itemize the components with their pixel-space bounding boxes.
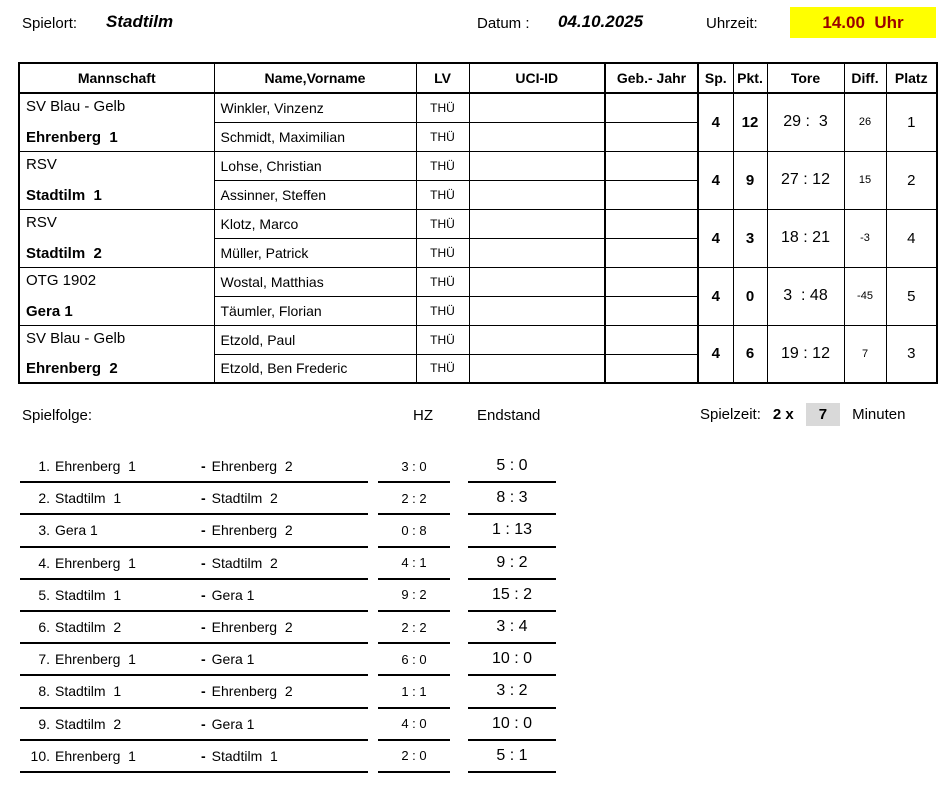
game-pairing [20, 580, 368, 612]
uhrzeit-highlight [790, 7, 936, 38]
away-team: Stadtilm 2 [211, 490, 278, 507]
hz-score: 0 : 8 [378, 515, 450, 547]
home-team: Ehrenberg 1 [55, 651, 136, 668]
home-team: Stadtilm 1 [55, 683, 122, 700]
sp-value: 4 [698, 151, 733, 209]
game-row [20, 515, 556, 547]
rider-lv: THÜ [416, 151, 469, 180]
team-name: Ehrenberg 1 [26, 128, 118, 146]
col-name-vorname: Name,Vorname [214, 63, 416, 93]
pkt-value: 9 [733, 151, 767, 209]
rider-name: Müller, Patrick [214, 238, 416, 267]
away-team: Stadtilm 2 [211, 554, 278, 571]
col-uci-id: UCI-ID [469, 63, 605, 93]
tore-value: 29 : 3 [767, 93, 844, 151]
rider-name: Lohse, Christian [214, 151, 416, 180]
endstand-score: 15 : 2 [468, 580, 556, 612]
team-row [19, 151, 937, 180]
spielort-label: Spielort: [22, 15, 78, 32]
game-pairing [20, 741, 368, 773]
geb-jahr-cell [605, 93, 698, 122]
away-team: Gera 1 [211, 586, 255, 603]
rider-lv: THÜ [416, 296, 469, 325]
game-row [20, 741, 556, 773]
hz-score: 2 : 0 [378, 741, 450, 773]
game-pairing [20, 483, 368, 515]
col-lv: LV [416, 63, 469, 93]
spielort-value: Stadtilm [106, 12, 174, 31]
platz-value: 5 [886, 267, 937, 325]
col-platz: Platz [886, 63, 937, 93]
geb-jahr-cell [605, 180, 698, 209]
endstand-score: 5 : 1 [468, 741, 556, 773]
uci-id-cell [469, 354, 605, 383]
hz-score: 4 : 1 [378, 548, 450, 580]
endstand-label: Endstand [477, 407, 541, 424]
col-geb-jahr: Geb.- Jahr [605, 63, 698, 93]
team-row [19, 93, 937, 122]
team-cell [19, 267, 214, 325]
endstand-score: 8 : 3 [468, 483, 556, 515]
vs-dash: - [201, 715, 206, 732]
uhrzeit-label: Uhrzeit: [706, 15, 758, 32]
geb-jahr-cell [605, 354, 698, 383]
game-row [20, 451, 556, 483]
col-sp: Sp. [698, 63, 733, 93]
home-team: Stadtilm 1 [55, 586, 122, 603]
game-pairing [20, 515, 368, 547]
rider-name: Schmidt, Maximilian [214, 122, 416, 151]
geb-jahr-cell [605, 296, 698, 325]
away-team: Ehrenberg 2 [211, 683, 293, 700]
diff-value: 26 [844, 93, 886, 151]
spielzeit-minutes-value: 7 [806, 403, 840, 426]
hz-score: 6 : 0 [378, 644, 450, 676]
game-number: 5. [38, 586, 50, 603]
game-number: 10. [30, 747, 50, 764]
uci-id-cell [469, 325, 605, 354]
endstand-score: 10 : 0 [468, 709, 556, 741]
rider-lv: THÜ [416, 354, 469, 383]
home-team: Stadtilm 2 [55, 715, 122, 732]
team-name: Stadtilm 1 [26, 186, 102, 204]
game-row [20, 644, 556, 676]
uhrzeit-value: 14.00 Uhr [822, 12, 904, 32]
endstand-score: 1 : 13 [468, 515, 556, 547]
game-number: 7. [38, 651, 50, 668]
rider-name: Wostal, Matthias [214, 267, 416, 296]
club-name: SV Blau - Gelb [26, 98, 126, 115]
rider-name: Etzold, Ben Frederic [214, 354, 416, 383]
team-name: Stadtilm 2 [26, 244, 102, 262]
game-row [20, 483, 556, 515]
diff-value: -45 [844, 267, 886, 325]
away-team: Ehrenberg 2 [211, 522, 293, 539]
hz-score: 1 : 1 [378, 676, 450, 708]
geb-jahr-cell [605, 325, 698, 354]
away-team: Stadtilm 1 [211, 747, 278, 764]
datum-value: 04.10.2025 [558, 12, 644, 31]
standings-header-row [19, 63, 937, 93]
game-number: 2. [38, 490, 50, 507]
platz-value: 2 [886, 151, 937, 209]
rider-name: Assinner, Steffen [214, 180, 416, 209]
game-row [20, 676, 556, 708]
rider-lv: THÜ [416, 325, 469, 354]
platz-value: 3 [886, 325, 937, 383]
rider-name: Klotz, Marco [214, 209, 416, 238]
club-name: SV Blau - Gelb [26, 329, 126, 347]
home-team: Ehrenberg 1 [55, 747, 136, 764]
geb-jahr-cell [605, 267, 698, 296]
spielzeit-unit: Minuten [852, 406, 906, 423]
game-pairing [20, 548, 368, 580]
geb-jahr-cell [605, 209, 698, 238]
team-cell [19, 93, 214, 151]
pkt-value: 6 [733, 325, 767, 383]
hz-score: 2 : 2 [378, 612, 450, 644]
rider-name: Täumler, Florian [214, 296, 416, 325]
uci-id-cell [469, 122, 605, 151]
vs-dash: - [201, 586, 206, 603]
team-row [19, 325, 937, 354]
team-name: Ehrenberg 2 [26, 360, 118, 377]
rider-name: Etzold, Paul [214, 325, 416, 354]
spielzeit-label: Spielzeit: [700, 406, 761, 423]
spielfolge-label: Spielfolge: [22, 407, 93, 424]
spielzeit-multiplier: 2 x [772, 406, 794, 423]
game-row [20, 612, 556, 644]
away-team: Gera 1 [211, 651, 255, 668]
club-name: RSV [26, 155, 57, 173]
hz-score: 3 : 0 [378, 451, 450, 483]
game-number: 1. [38, 458, 50, 475]
vs-dash: - [201, 619, 206, 636]
tore-value: 3 : 48 [767, 267, 844, 325]
geb-jahr-cell [605, 122, 698, 151]
game-number: 4. [38, 554, 50, 571]
sp-value: 4 [698, 267, 733, 325]
uci-id-cell [469, 238, 605, 267]
col-mannschaft: Mannschaft [19, 63, 214, 93]
vs-dash: - [201, 522, 206, 539]
rider-lv: THÜ [416, 93, 469, 122]
rider-lv: THÜ [416, 122, 469, 151]
endstand-score: 10 : 0 [468, 644, 556, 676]
away-team: Ehrenberg 2 [211, 458, 293, 475]
vs-dash: - [201, 458, 206, 475]
game-row [20, 580, 556, 612]
rider-lv: THÜ [416, 209, 469, 238]
team-row [19, 209, 937, 238]
tore-value: 27 : 12 [767, 151, 844, 209]
pkt-value: 12 [733, 93, 767, 151]
team-cell [19, 151, 214, 209]
tore-value: 19 : 12 [767, 325, 844, 383]
home-team: Stadtilm 1 [55, 490, 122, 507]
game-list [20, 451, 556, 773]
rider-name: Winkler, Vinzenz [214, 93, 416, 122]
away-team: Ehrenberg 2 [211, 619, 293, 636]
game-pairing [20, 644, 368, 676]
game-row [20, 709, 556, 741]
club-name: OTG 1902 [26, 271, 97, 289]
team-cell [19, 209, 214, 267]
vs-dash: - [201, 683, 206, 700]
endstand-score: 5 : 0 [468, 451, 556, 483]
team-cell [19, 325, 214, 383]
uci-id-cell [469, 93, 605, 122]
hz-score: 2 : 2 [378, 483, 450, 515]
endstand-score: 9 : 2 [468, 548, 556, 580]
col-tore: Tore [767, 63, 844, 93]
tore-value: 18 : 21 [767, 209, 844, 267]
standings-table [18, 62, 938, 384]
vs-dash: - [201, 490, 206, 507]
sp-value: 4 [698, 325, 733, 383]
col-diff: Diff. [844, 63, 886, 93]
uci-id-cell [469, 180, 605, 209]
platz-value: 4 [886, 209, 937, 267]
team-name: Gera 1 [26, 302, 73, 320]
game-number: 9. [38, 715, 50, 732]
endstand-score: 3 : 4 [468, 612, 556, 644]
rider-lv: THÜ [416, 180, 469, 209]
club-name: RSV [26, 213, 57, 231]
uci-id-cell [469, 296, 605, 325]
game-row [20, 548, 556, 580]
hz-label: HZ [413, 407, 433, 424]
team-row [19, 267, 937, 296]
datum-label: Datum : [477, 15, 530, 32]
diff-value: 15 [844, 151, 886, 209]
endstand-score: 3 : 2 [468, 676, 556, 708]
diff-value: -3 [844, 209, 886, 267]
home-team: Ehrenberg 1 [55, 458, 136, 475]
home-team: Ehrenberg 1 [55, 554, 136, 571]
hz-score: 4 : 0 [378, 709, 450, 741]
vs-dash: - [201, 651, 206, 668]
spielzeit-group [700, 403, 905, 426]
geb-jahr-cell [605, 238, 698, 267]
home-team: Stadtilm 2 [55, 619, 122, 636]
rider-lv: THÜ [416, 267, 469, 296]
game-pairing [20, 612, 368, 644]
hz-score: 9 : 2 [378, 580, 450, 612]
vs-dash: - [201, 554, 206, 571]
uci-id-cell [469, 267, 605, 296]
pkt-value: 0 [733, 267, 767, 325]
game-number: 3. [38, 522, 50, 539]
uci-id-cell [469, 209, 605, 238]
game-pairing [20, 451, 368, 483]
game-number: 8. [38, 683, 50, 700]
rider-lv: THÜ [416, 238, 469, 267]
home-team: Gera 1 [55, 522, 98, 539]
vs-dash: - [201, 747, 206, 764]
game-pairing [20, 709, 368, 741]
diff-value: 7 [844, 325, 886, 383]
pkt-value: 3 [733, 209, 767, 267]
sp-value: 4 [698, 209, 733, 267]
game-pairing [20, 676, 368, 708]
uci-id-cell [469, 151, 605, 180]
platz-value: 1 [886, 93, 937, 151]
away-team: Gera 1 [211, 715, 255, 732]
geb-jahr-cell [605, 151, 698, 180]
game-number: 6. [38, 619, 50, 636]
sp-value: 4 [698, 93, 733, 151]
col-pkt: Pkt. [733, 63, 767, 93]
